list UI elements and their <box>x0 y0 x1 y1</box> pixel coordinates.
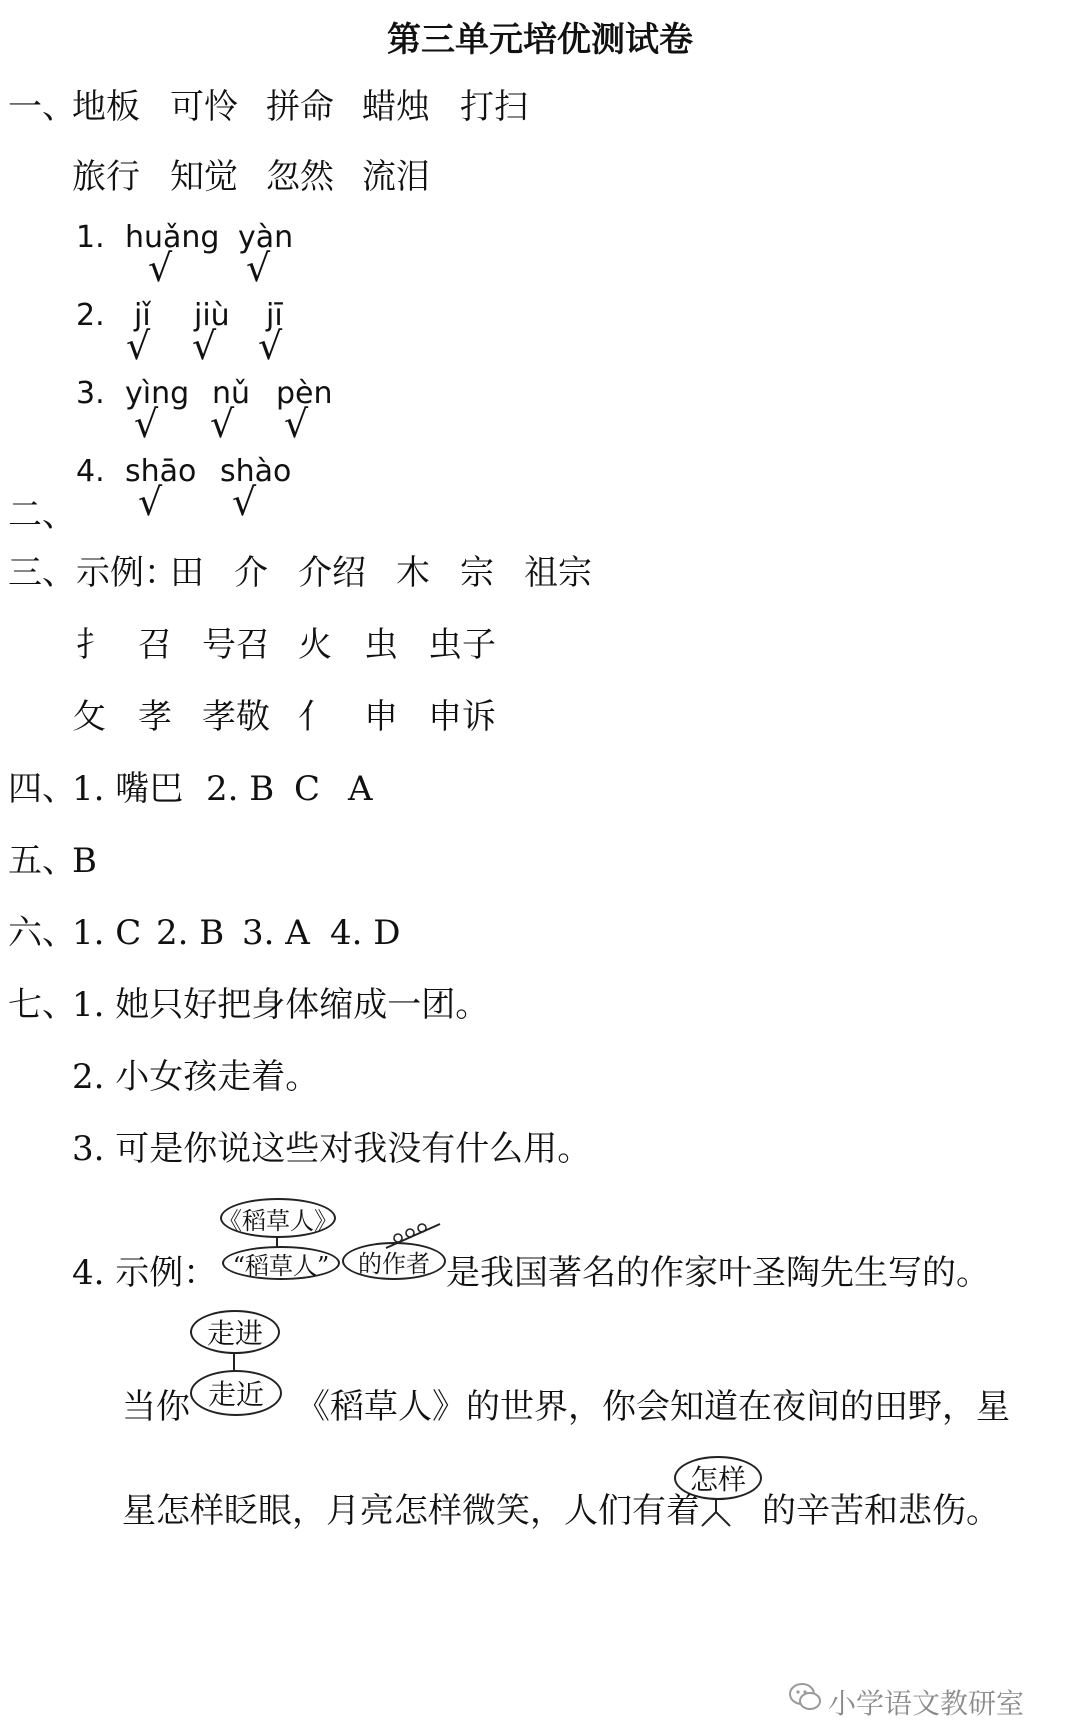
check-mark-icon: √ <box>138 480 163 524</box>
section-4-label: 四、 <box>8 769 76 809</box>
s3-cell: 火 <box>298 625 332 665</box>
pinyin-option: yàn <box>238 220 294 255</box>
s1-word: 知觉 <box>170 157 238 197</box>
s1-word: 忽然 <box>266 157 334 197</box>
s7-answer-1: 1. 她只好把身体缩成一团。 <box>72 985 490 1025</box>
s5-answer: B <box>72 841 97 881</box>
watermark: 小学语文教研室 <box>828 1687 1025 1720</box>
insertion-stem <box>233 1352 235 1372</box>
pinyin-option: huǎng <box>125 220 220 255</box>
s3-cell: 召 <box>138 625 172 665</box>
paragraph-start: 当你 <box>122 1387 190 1427</box>
s3-cell: 宗 <box>460 553 494 593</box>
paragraph-line-2: 星怎样眨眼，月亮怎样微笑，人们有着 <box>122 1491 700 1531</box>
inserted-text-ellipse: 《稻草人》 <box>220 1198 336 1238</box>
s3-cell: 号召 <box>202 625 270 665</box>
s4-answer: 1. 嘴巴 <box>72 769 184 809</box>
s1-word: 流泪 <box>362 157 430 197</box>
deletion-mark-icon <box>382 1218 444 1250</box>
pinyin-q-number: 2. <box>76 298 105 333</box>
caret-mark-icon <box>700 1508 732 1528</box>
pinyin-option: shào <box>220 454 292 489</box>
pinyin-q-number: 4. <box>76 454 105 489</box>
s6-answer: 2. B <box>156 913 225 953</box>
check-mark-icon: √ <box>258 324 283 368</box>
check-mark-icon: √ <box>246 246 271 290</box>
section-5-label: 五、 <box>8 841 76 881</box>
s4-answer: A <box>348 769 373 809</box>
s3-cell: 虫子 <box>428 625 496 665</box>
inserted-text-ellipse: 走进 <box>190 1310 280 1354</box>
s6-answer: 1. C <box>72 913 142 953</box>
pinyin-option: yìng <box>125 376 190 411</box>
section-2-label: 二、 <box>8 495 76 535</box>
s1-word: 蜡烛 <box>362 87 430 127</box>
s6-answer: 4. D <box>330 913 401 953</box>
s4-answer: C <box>294 769 321 809</box>
s3-cell: 田 <box>170 553 204 593</box>
pinyin-option: shāo <box>125 454 197 489</box>
s1-word: 旅行 <box>72 157 140 197</box>
wechat-logo-icon <box>788 1680 822 1714</box>
pinyin-option: nǔ <box>212 376 251 411</box>
check-mark-icon: √ <box>192 324 217 368</box>
section-6-label: 六、 <box>8 913 76 953</box>
s4-answer: 2. B <box>206 769 275 809</box>
s3-cell: 孝敬 <box>202 697 270 737</box>
s3-cell: 孝 <box>138 697 172 737</box>
pinyin-option: jǐ <box>134 298 151 333</box>
s7-answer-3: 3. 可是你说这些对我没有什么用。 <box>72 1129 592 1169</box>
paragraph-line-2-end: 的辛苦和悲伤。 <box>762 1491 1000 1531</box>
s3-cell: 扌 <box>76 625 110 665</box>
section-1-label: 一、 <box>8 87 76 127</box>
check-mark-icon: √ <box>126 324 151 368</box>
s1-word: 地板 <box>72 87 140 127</box>
deleted-text-ellipse: 的作者 <box>342 1242 446 1280</box>
pinyin-q-number: 3. <box>76 376 105 411</box>
s3-cell: 介绍 <box>298 553 366 593</box>
s3-cell: 攵 <box>72 697 106 737</box>
s6-answer: 3. A <box>242 913 310 953</box>
s7-answer-4-rest: 是我国著名的作家叶圣陶先生写的。 <box>446 1253 990 1293</box>
check-mark-icon: √ <box>232 480 257 524</box>
s3-cell: 亻 <box>298 697 332 737</box>
s7-answer-4-prefix: 4. 示例： <box>72 1253 218 1293</box>
s3-cell: 申 <box>364 697 398 737</box>
pinyin-option: jī <box>266 298 283 333</box>
s7-answer-2: 2. 小女孩走着。 <box>72 1057 320 1097</box>
section-7-label: 七、 <box>8 985 76 1025</box>
pinyin-option: pèn <box>276 376 333 411</box>
page-title: 第三单元培优测试卷 <box>387 20 693 60</box>
pinyin-option: jiù <box>194 298 230 333</box>
replaced-text-ellipse: “稻草人” <box>222 1246 340 1280</box>
s3-cell: 祖宗 <box>524 553 592 593</box>
check-mark-icon: √ <box>134 402 159 446</box>
s3-cell: 申诉 <box>428 697 496 737</box>
s1-word: 可怜 <box>170 87 238 127</box>
section-3-label: 三、示例： <box>8 553 178 593</box>
check-mark-icon: √ <box>210 402 235 446</box>
s3-cell: 虫 <box>364 625 398 665</box>
pinyin-q-number: 1. <box>76 220 105 255</box>
s1-word: 拼命 <box>266 87 334 127</box>
s3-cell: 介 <box>234 553 268 593</box>
s1-word: 打扫 <box>460 87 528 127</box>
replaced-text-ellipse: 走近 <box>190 1370 282 1416</box>
paragraph-line-1: 《稻草人》的世界，你会知道在夜间的田野，星 <box>296 1387 1010 1427</box>
inserted-text-ellipse: 怎样 <box>674 1456 762 1500</box>
s3-cell: 木 <box>396 553 430 593</box>
check-mark-icon: √ <box>148 246 173 290</box>
check-mark-icon: √ <box>284 402 309 446</box>
